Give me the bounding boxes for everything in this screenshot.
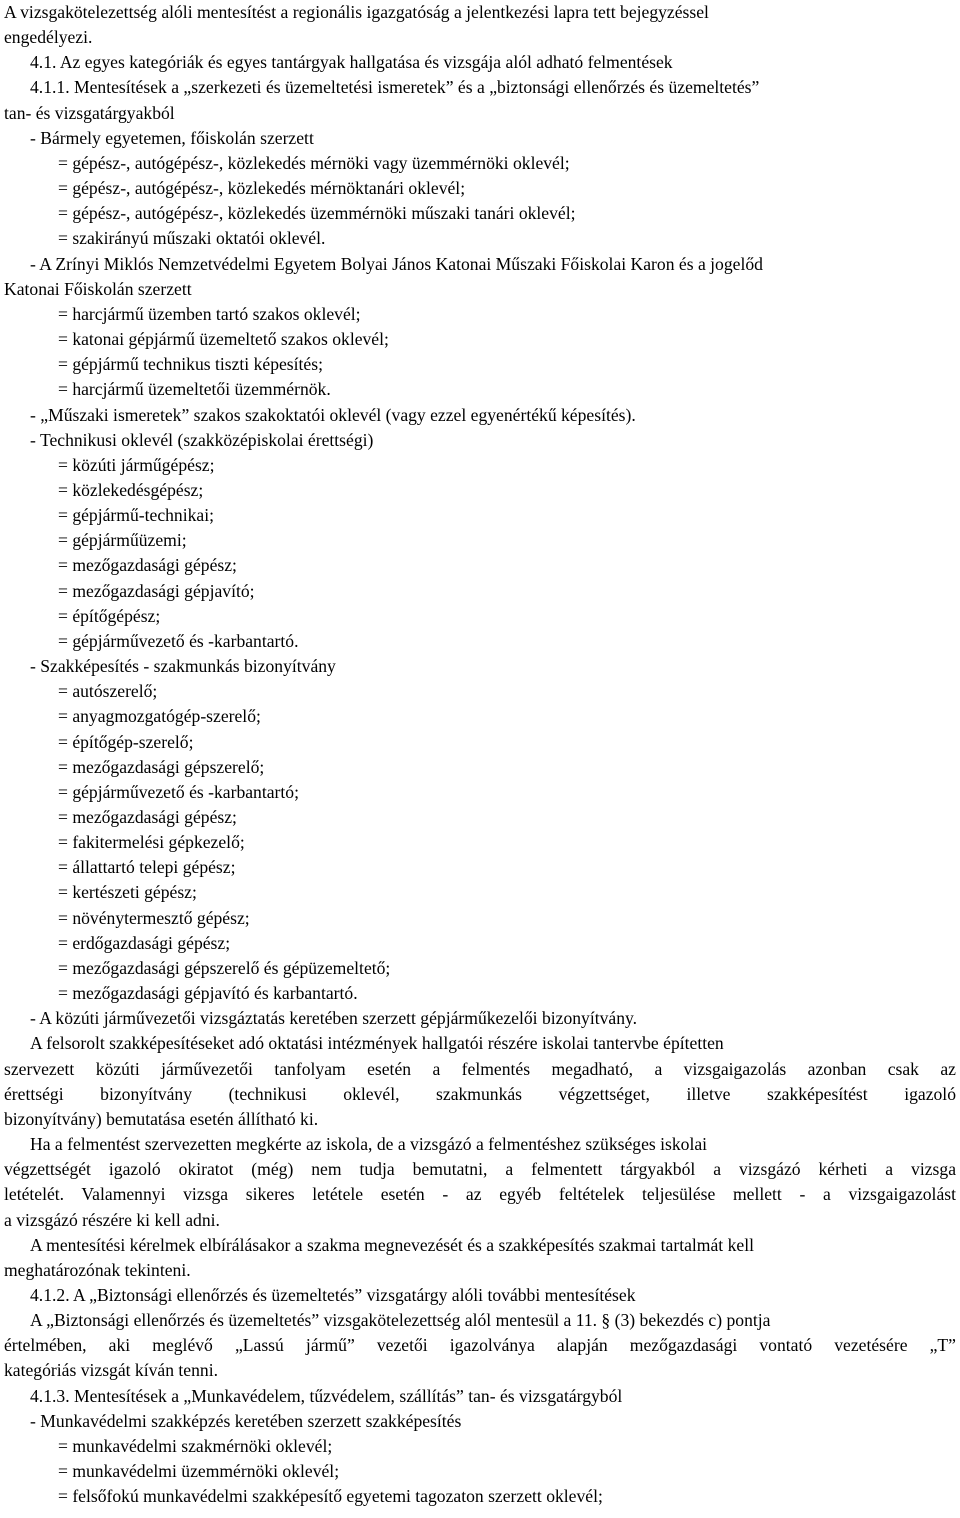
text-line: engedélyezi.	[4, 27, 93, 48]
text-line: Ha a felmentést szervezetten megkérte az iskola, de a vizsgázó a felmentéshez szükséges iskolai	[30, 1134, 708, 1155]
text-line: - Szakképesítés - szakmunkás bizonyítvány	[30, 656, 336, 677]
text-line: = munkavédelmi üzemmérnöki oklevél;	[58, 1461, 340, 1482]
text-line: A mentesítési kérelmek elbírálásakor a szakma megnevezését és a szakképesítés szakmai tartalmát kell	[30, 1234, 754, 1255]
text-line: = mezőgazdasági gépész;	[58, 555, 237, 576]
text-line: = munkavédelmi szakmérnöki oklevél;	[58, 1435, 333, 1456]
text-line: = gépész-, autógépész-, közlekedés mérnöktanári oklevél;	[58, 178, 466, 199]
text-line: = kertészeti gépész;	[58, 882, 197, 903]
text-line: = gépjármű technikus tiszti képesítés;	[58, 354, 323, 375]
text-line: letételét. Valamennyi vizsga sikeres letétele esetén - az egyéb feltételek teljesülése mellett - a vizsgaigazolást	[4, 1184, 956, 1205]
text-line: = erdőgazdasági gépész;	[58, 932, 231, 953]
text-line: = gépjárművezető és -karbantartó;	[58, 781, 299, 802]
text-line: = mezőgazdasági gépjavító és karbantartó.	[58, 983, 358, 1004]
text-line: tan- és vizsgatárgyakból	[4, 102, 175, 123]
text-line: - A közúti járművezetői vizsgáztatás keretében szerzett gépjárműkezelői bizonyítvány.	[30, 1008, 638, 1029]
text-line: = fakitermelési gépkezelő;	[58, 832, 245, 853]
text-line: - Bármely egyetemen, főiskolán szerzett	[30, 127, 314, 148]
text-line: = gépjárműüzemi;	[58, 530, 187, 551]
text-line: = gépész-, autógépész-, közlekedés mérnöki vagy üzemmérnöki oklevél;	[58, 152, 570, 173]
text-line: = gépjármű-technikai;	[58, 505, 214, 526]
text-line: = közúti járműgépész;	[58, 454, 215, 475]
text-line: 4.1.2. A „Biztonsági ellenőrzés és üzemeltetés” vizsgatárgy alóli további mentesítések	[30, 1284, 636, 1305]
text-line: = anyagmozgatógép-szerelő;	[58, 706, 261, 727]
text-line: = mezőgazdasági gépszerelő;	[58, 756, 265, 777]
text-line: = állattartó telepi gépész;	[58, 857, 236, 878]
text-line: = építőgép-szerelő;	[58, 731, 194, 752]
text-line: - A Zrínyi Miklós Nemzetvédelmi Egyetem Bolyai János Katonai Műszaki Főiskolai Karon és a jogelőd	[30, 253, 763, 274]
text-line: meghatározónak tekinteni.	[4, 1259, 191, 1280]
text-line: = mezőgazdasági gépész;	[58, 807, 237, 827]
text-line: = mezőgazdasági gépszerelő és gépüzemeltető;	[58, 957, 391, 978]
text-line: 4.1.3. Mentesítések a „Munkavédelem, tűzvédelem, szállítás” tan- és vizsgatárgyból	[30, 1385, 623, 1406]
text-line: 4.1.1. Mentesítések a „szerkezeti és üzemeltetési ismeretek” és a „biztonsági ellenőrzés és üzemeltetés”	[30, 77, 760, 98]
text-line: = gépész-, autógépész-, közlekedés üzemmérnöki műszaki tanári oklevél;	[58, 203, 576, 224]
text-line: = növénytermesztő gépész;	[58, 907, 250, 928]
text-line: kategóriás vizsgát kíván tenni.	[4, 1360, 218, 1381]
text-line: - Munkavédelmi szakképzés keretében szerzett szakképesítés	[30, 1410, 462, 1431]
text-line: = felsőfokú munkavédelmi szakképesítő egyetemi tagozaton szerzett oklevél;	[58, 1486, 603, 1507]
text-line: Katonai Főiskolán szerzett	[4, 278, 192, 299]
text-line: 4.1. Az egyes kategóriák és egyes tantárgyak hallgatása és vizsgája alól adható felmentések	[30, 52, 673, 73]
text-line: = közlekedésgépész;	[58, 479, 204, 500]
text-line: a vizsgázó részére ki kell adni.	[4, 1209, 220, 1230]
text-line: végzettségét igazoló okiratot (még) nem tudja bemutatni, a felmentett tárgyakból a vizsgázó kérheti a vizsga	[4, 1159, 956, 1180]
text-line: értelmében, aki meglévő „Lassú jármű” vezetői igazolványa alapján mezőgazdasági vontató vezetésére „T”	[4, 1335, 956, 1356]
text-line: A felsorolt szakképesítéseket adó oktatási intézmények hallgatói részére iskolai tantervbe építetten	[30, 1033, 724, 1054]
text-line: - Technikusi oklevél (szakközépiskolai érettségi)	[30, 429, 374, 450]
text-line: = mezőgazdasági gépjavító;	[58, 580, 255, 601]
text-line: bizonyítvány) bemutatása esetén állítható ki.	[4, 1108, 319, 1129]
text-line: érettségi bizonyítvány (technikusi oklevél, szakmunkás végzettséget, illetve szakképesítést igazoló	[4, 1083, 956, 1104]
text-line: = harcjármű üzemben tartó szakos oklevél;	[58, 303, 361, 324]
text-line: - „Műszaki ismeretek” szakos szakoktatói oklevél (vagy ezzel egyenértékű képesítés).	[30, 404, 636, 425]
text-line: = harcjármű üzemeltetői üzemmérnök.	[58, 379, 331, 400]
text-line: A „Biztonsági ellenőrzés és üzemeltetés” vizsgakötelezettség alól mentesül a 11. § (3) bekezdés c) pontja	[30, 1310, 771, 1331]
text-line: = szakirányú műszaki oktatói oklevél.	[58, 228, 326, 249]
text-line: szervezett közúti járművezetői tanfolyam esetén a felmentés megadható, a vizsgaigazolás azonban csak az	[4, 1058, 956, 1079]
text-line: A vizsgakötelezettség alóli mentesítést a regionális igazgatóság a jelentkezési lapra tett bejegyzéssel	[4, 2, 709, 22]
text-line: = gépjárművezető és -karbantartó.	[58, 630, 299, 651]
text-line: = katonai gépjármű üzemeltető szakos oklevél;	[58, 329, 389, 350]
text-line: = autószerelő;	[58, 681, 158, 702]
text-line: = építőgépész;	[58, 605, 161, 626]
